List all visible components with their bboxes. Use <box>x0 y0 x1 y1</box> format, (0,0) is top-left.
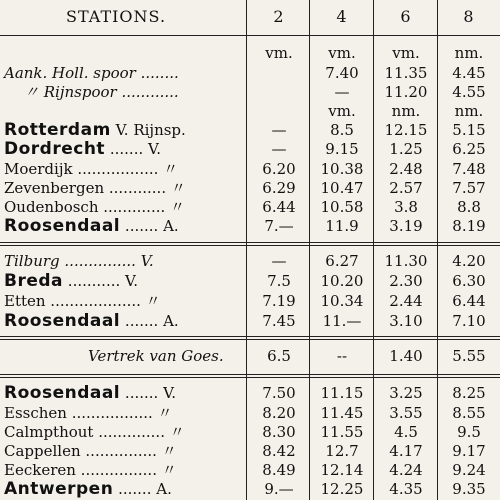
time-cell: 10.58 <box>320 198 364 216</box>
station-name: Tilburg ............... V. <box>4 252 154 270</box>
time-cell: 7.— <box>264 217 294 235</box>
column-header-4: 4 <box>336 7 348 26</box>
time-cell: 11.15 <box>320 384 364 402</box>
column-rule <box>373 0 374 500</box>
time-cell: 4.20 <box>452 252 486 270</box>
time-cell: 5.55 <box>452 347 486 365</box>
station-name: Zevenbergen ............ 〃 <box>4 179 186 197</box>
time-cell: 11.35 <box>384 64 428 82</box>
station-row-label <box>4 140 161 158</box>
unit-label: vm. <box>328 44 356 62</box>
station-row-label <box>4 121 186 139</box>
time-cell: 3.19 <box>389 217 423 235</box>
station-name: Calmpthout .............. 〃 <box>4 423 185 441</box>
time-cell: 2.30 <box>389 272 423 290</box>
column-header-8: 8 <box>463 7 475 26</box>
time-cell: 8.30 <box>262 423 296 441</box>
time-cell: 5.15 <box>452 121 486 139</box>
time-cell: 9.5 <box>457 423 481 441</box>
station-suffix: ....... A. <box>118 480 172 498</box>
time-cell: — <box>271 121 287 139</box>
goes-departure-label: Vertrek van Goes. <box>88 347 224 365</box>
station-name: Rotterdam <box>4 120 111 140</box>
time-cell: 7.50 <box>262 384 296 402</box>
time-cell: 8.8 <box>457 198 481 216</box>
time-cell: 8.20 <box>262 404 296 422</box>
station-name: Antwerpen <box>4 479 114 499</box>
time-cell: — <box>271 140 287 158</box>
station-name: Breda <box>4 271 64 291</box>
time-cell: 4.5 <box>394 423 418 441</box>
time-cell: 6.25 <box>452 140 486 158</box>
time-cell: 4.24 <box>389 461 423 479</box>
time-cell: 2.44 <box>389 292 423 310</box>
station-name: Moerdijk ................. 〃 <box>4 160 179 178</box>
time-cell: 9.17 <box>452 442 486 460</box>
time-cell: 9.35 <box>452 480 486 498</box>
time-cell: 8.55 <box>452 404 486 422</box>
time-cell: 2.48 <box>389 160 423 178</box>
time-cell: 2.57 <box>389 179 423 197</box>
station-row-label <box>4 384 176 402</box>
station-name: Cappellen ............... 〃 <box>4 442 177 460</box>
time-cell: 3.55 <box>389 404 423 422</box>
time-cell: 9.— <box>264 480 294 498</box>
station-row-label <box>4 312 179 330</box>
time-cell: 12.15 <box>384 121 428 139</box>
time-cell: 7.5 <box>267 272 291 290</box>
station-name: Eeckeren ................ 〃 <box>4 461 177 479</box>
time-cell: 4.55 <box>452 83 486 101</box>
station-name: Etten ................... 〃 <box>4 292 161 310</box>
time-cell: 4.45 <box>452 64 486 82</box>
time-cell: 9.15 <box>325 140 359 158</box>
time-cell: 8.19 <box>452 217 486 235</box>
station-name: Dordrecht <box>4 139 106 159</box>
station-row-label <box>4 272 138 290</box>
time-cell: 6.5 <box>267 347 291 365</box>
column-rule <box>246 0 247 500</box>
time-cell: 11.55 <box>320 423 364 441</box>
time-cell: 7.19 <box>262 292 296 310</box>
unit-label: vm. <box>392 44 420 62</box>
station-name: 〃 Rijnspoor ............ <box>24 83 179 101</box>
time-cell: 12.14 <box>320 461 364 479</box>
time-cell: 1.40 <box>389 347 423 365</box>
station-suffix: ....... V. <box>124 384 177 402</box>
column-rule <box>309 0 310 500</box>
station-row-label <box>4 480 172 498</box>
time-cell: 11.20 <box>384 83 428 101</box>
time-cell: 7.40 <box>325 64 359 82</box>
time-cell: 10.20 <box>320 272 364 290</box>
station-suffix: V. Rijnsp. <box>115 121 186 139</box>
time-cell: 11.45 <box>320 404 364 422</box>
unit-label: nm. <box>454 44 484 62</box>
station-name: Esschen ................. 〃 <box>4 404 173 422</box>
column-rule <box>437 0 438 500</box>
time-cell: 3.10 <box>389 312 423 330</box>
station-name: Roosendaal <box>4 383 121 403</box>
station-row-label <box>4 217 179 235</box>
time-cell: 6.20 <box>262 160 296 178</box>
column-header-6: 6 <box>400 7 412 26</box>
station-name: Oudenbosch ............. 〃 <box>4 198 186 216</box>
time-cell: 11.— <box>322 312 362 330</box>
time-cell: 8.49 <box>262 461 296 479</box>
time-cell: 7.45 <box>262 312 296 330</box>
time-cell: 10.47 <box>320 179 364 197</box>
time-cell: -- <box>336 347 348 365</box>
time-cell: 1.25 <box>389 140 423 158</box>
time-cell: 8.42 <box>262 442 296 460</box>
time-cell: 7.48 <box>452 160 486 178</box>
station-name: Roosendaal <box>4 216 121 236</box>
section-rule <box>0 242 500 246</box>
time-cell: 7.10 <box>452 312 486 330</box>
column-header-2: 2 <box>273 7 285 26</box>
station-suffix: ....... A. <box>124 312 179 330</box>
section-rule <box>0 374 500 378</box>
time-cell: 12.25 <box>320 480 364 498</box>
time-cell: 6.27 <box>325 252 359 270</box>
time-cell: 4.35 <box>389 480 423 498</box>
time-cell: 3.25 <box>389 384 423 402</box>
time-cell: 10.34 <box>320 292 364 310</box>
header-rule <box>0 35 500 36</box>
station-suffix: ....... V. <box>109 140 161 158</box>
unit-label: nm. <box>454 102 484 120</box>
time-cell: 9.24 <box>452 461 486 479</box>
station-suffix: ........... V. <box>67 272 138 290</box>
time-cell: — <box>271 252 287 270</box>
time-cell: 8.25 <box>452 384 486 402</box>
station-suffix: ....... A. <box>124 217 179 235</box>
time-cell: 6.30 <box>452 272 486 290</box>
stations-header: STATIONS. <box>66 7 167 26</box>
time-cell: — <box>334 83 350 101</box>
time-cell: 7.57 <box>452 179 486 197</box>
time-cell: 3.8 <box>394 198 418 216</box>
time-cell: 6.44 <box>262 198 296 216</box>
time-cell: 6.29 <box>262 179 296 197</box>
station-name: Aank. Holl. spoor ........ <box>4 64 179 82</box>
time-cell: 11.30 <box>384 252 428 270</box>
time-cell: 4.17 <box>389 442 423 460</box>
unit-label: nm. <box>391 102 421 120</box>
time-cell: 11.9 <box>325 217 359 235</box>
station-name: Roosendaal <box>4 311 121 331</box>
time-cell: 10.38 <box>320 160 364 178</box>
time-cell: 12.7 <box>325 442 359 460</box>
unit-label: vm. <box>328 102 356 120</box>
time-cell: 8.5 <box>330 121 354 139</box>
unit-label: vm. <box>265 44 293 62</box>
time-cell: 6.44 <box>452 292 486 310</box>
section-rule <box>0 336 500 340</box>
